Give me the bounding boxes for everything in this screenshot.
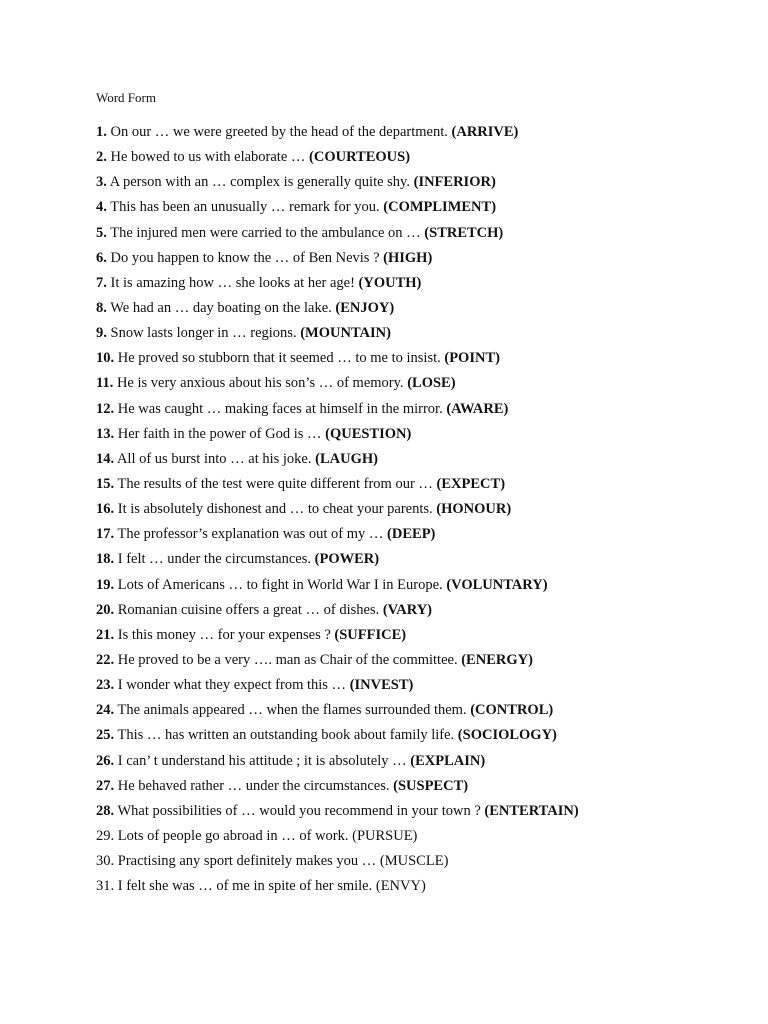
exercise-item [96, 800, 756, 825]
item-sentence: Snow lasts longer in … regions. [110, 325, 297, 342]
item-sentence: The injured men were carried to the ambulance on … [110, 224, 421, 241]
item-base-word: (CONTROL) [470, 702, 554, 719]
item-number: 21. [96, 626, 115, 643]
item-base-word: (ENVY) [375, 878, 426, 895]
item-number: 16. [96, 501, 115, 518]
item-sentence: I felt … under the circumstances. [117, 551, 312, 568]
item-base-word: (INVEST) [349, 677, 414, 694]
exercise-item [96, 599, 756, 624]
item-number: 19. [96, 576, 115, 593]
item-number: 18. [96, 551, 115, 568]
exercise-item [96, 171, 756, 196]
item-number: 20. [96, 601, 115, 618]
item-base-word: (ARRIVE) [451, 124, 519, 140]
item-sentence: I wonder what they expect from this … [117, 677, 347, 694]
item-base-word: (LAUGH) [315, 450, 378, 467]
exercise-item [96, 624, 756, 649]
item-base-word: (AWARE) [446, 400, 509, 417]
item-number: 26. [96, 752, 115, 769]
exercise-item [96, 574, 756, 599]
item-sentence: We had an … day boating on the lake. [110, 299, 332, 316]
item-number: 12. [96, 400, 115, 417]
item-base-word: (PURSUE) [352, 827, 418, 844]
item-base-word: (HIGH) [383, 249, 433, 266]
item-sentence: He proved to be a very …. man as Chair of the committee. [117, 651, 458, 668]
item-number: 25. [96, 727, 115, 744]
item-sentence: I can’ t understand his attitude ; it is absolutely … [117, 752, 407, 769]
exercise-item [96, 699, 756, 724]
item-base-word: (INFERIOR) [413, 174, 496, 191]
item-base-word: (LOSE) [407, 375, 456, 392]
item-number: 27. [96, 777, 115, 794]
item-sentence: He is very anxious about his son’s … of memory. [116, 375, 404, 392]
exercise-item [96, 121, 756, 146]
item-sentence: Her faith in the power of God is … [117, 425, 322, 442]
item-sentence: Lots of Americans … to fight in World War I in Europe. [117, 576, 443, 593]
exercise-item [96, 498, 756, 523]
item-base-word: (SOCIOLOGY) [457, 727, 557, 744]
item-base-word: (HONOUR) [436, 501, 512, 518]
exercise-item [96, 222, 756, 247]
item-number: 6. [96, 249, 107, 266]
exercise-item [96, 196, 756, 221]
item-base-word: (EXPLAIN) [410, 752, 486, 769]
exercise-item [96, 423, 756, 448]
exercise-item [96, 523, 756, 548]
exercise-item [96, 649, 756, 674]
item-base-word: (POINT) [444, 350, 500, 367]
exercise-item [96, 372, 756, 397]
item-number: 2. [96, 149, 107, 166]
exercise-item [96, 272, 756, 297]
item-base-word: (POWER) [314, 551, 380, 568]
item-sentence: Is this money … for your expenses ? [117, 626, 331, 643]
item-base-word: (COURTEOUS) [309, 149, 411, 166]
item-sentence: He was caught … making faces at himself in the mirror. [117, 400, 443, 417]
item-base-word: (VARY) [382, 601, 433, 618]
item-sentence: A person with an … complex is generally quite shy. [109, 174, 410, 191]
item-number: 31. [96, 878, 115, 895]
item-number: 14. [96, 450, 115, 467]
item-base-word: (ENTERTAIN) [484, 802, 579, 819]
item-base-word: (ENERGY) [461, 651, 533, 668]
item-base-word: (VOLUNTARY) [446, 576, 548, 593]
item-number: 13. [96, 425, 115, 442]
item-number: 24. [96, 702, 115, 719]
item-sentence: Practising any sport definitely makes you … [117, 853, 377, 870]
item-number: 10. [96, 350, 115, 367]
exercise-item [96, 347, 756, 372]
item-base-word: (MUSCLE) [379, 853, 449, 870]
item-base-word: (SUFFICE) [334, 626, 407, 643]
exercise-item [96, 674, 756, 699]
item-number: 29. [96, 827, 115, 844]
exercise-item [96, 875, 756, 900]
exercise-item [96, 473, 756, 498]
exercise-list [96, 121, 756, 900]
item-sentence: All of us burst into … at his joke. [116, 450, 312, 467]
item-sentence: What possibilities of … would you recommend in your town ? [117, 802, 481, 819]
item-number: 11. [96, 375, 114, 392]
exercise-item [96, 297, 756, 322]
item-number: 4. [96, 199, 107, 216]
item-number: 1. [96, 124, 107, 140]
exercise-item [96, 724, 756, 749]
item-sentence: Do you happen to know the … of Ben Nevis ? [110, 249, 380, 266]
exercise-item [96, 448, 756, 473]
item-sentence: Romanian cuisine offers a great … of dishes. [117, 601, 380, 618]
item-sentence: This … has written an outstanding book about family life. [117, 727, 455, 744]
item-base-word: (DEEP) [387, 526, 436, 543]
item-base-word: (COMPLIMENT) [383, 199, 497, 216]
exercise-item [96, 850, 756, 875]
exercise-item [96, 322, 756, 347]
item-sentence: The professor’s explanation was out of my … [117, 526, 384, 543]
item-sentence: The results of the test were quite different from our … [117, 475, 433, 492]
item-number: 30. [96, 853, 115, 870]
item-number: 8. [96, 299, 107, 316]
item-base-word: (YOUTH) [358, 274, 422, 291]
item-number: 23. [96, 677, 115, 694]
exercise-item [96, 398, 756, 423]
item-base-word: (QUESTION) [325, 425, 412, 442]
item-sentence: On our … we were greeted by the head of the department. [110, 124, 448, 140]
exercise-item [96, 775, 756, 800]
item-base-word: (ENJOY) [335, 299, 395, 316]
item-sentence: It is amazing how … she looks at her age! [110, 274, 355, 291]
item-number: 3. [96, 174, 107, 191]
item-sentence: He proved so stubborn that it seemed … to me to insist. [117, 350, 441, 367]
item-sentence: Lots of people go abroad in … of work. [117, 827, 349, 844]
document-title: Word Form [96, 90, 156, 105]
item-base-word: (STRETCH) [424, 224, 504, 241]
item-number: 15. [96, 475, 115, 492]
item-sentence: It is absolutely dishonest and … to cheat your parents. [117, 501, 433, 518]
item-sentence: This has been an unusually … remark for you. [110, 199, 380, 216]
item-number: 5. [96, 224, 107, 241]
item-base-word: (SUSPECT) [393, 777, 469, 794]
item-sentence: The animals appeared … when the flames surrounded them. [117, 702, 467, 719]
item-number: 9. [96, 325, 107, 342]
exercise-item [96, 825, 756, 850]
item-number: 7. [96, 274, 107, 291]
item-number: 17. [96, 526, 115, 543]
exercise-item [96, 146, 756, 171]
exercise-item [96, 247, 756, 272]
exercise-item [96, 750, 756, 775]
item-base-word: (EXPECT) [436, 475, 506, 492]
exercise-item [96, 548, 756, 573]
item-number: 28. [96, 802, 115, 819]
item-sentence: He behaved rather … under the circumstances. [117, 777, 390, 794]
item-base-word: (MOUNTAIN) [300, 325, 391, 342]
item-sentence: He bowed to us with elaborate … [110, 149, 306, 166]
item-number: 22. [96, 651, 115, 668]
item-sentence: I felt she was … of me in spite of her smile. [117, 878, 373, 895]
